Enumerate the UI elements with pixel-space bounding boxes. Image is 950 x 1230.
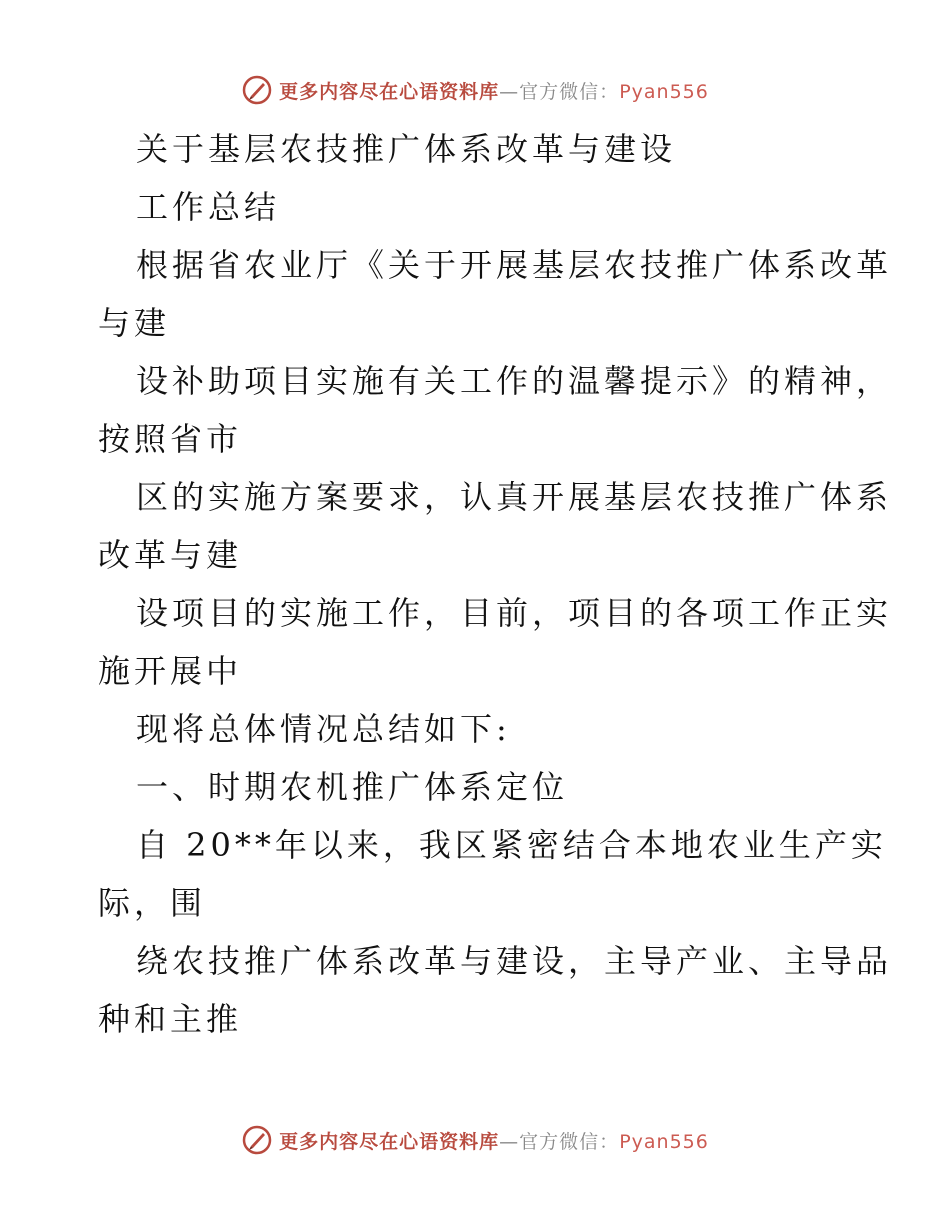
doc-line: 关于基层农技推广体系改革与建设 [136, 130, 677, 168]
header-watermark [0, 70, 950, 110]
document-body [98, 120, 893, 1048]
doc-line: 际，围 [98, 884, 207, 922]
doc-line: 现将总体情况总结如下: [136, 710, 511, 748]
watermark-wechat-id: Pyan556 [619, 1130, 709, 1153]
footer-watermark [0, 1120, 950, 1160]
doc-line: 与建 [98, 304, 171, 342]
doc-line: 区的实施方案要求，认真开展基层农技推广体系 [136, 478, 893, 516]
watermark-text [279, 1127, 709, 1154]
doc-line: 一、时期农机推广体系定位 [136, 768, 569, 806]
watermark-dash: — [499, 1130, 520, 1153]
doc-line: 改革与建 [98, 536, 243, 574]
doc-line: 设补助项目实施有关工作的温馨提示》的精神， [136, 362, 893, 400]
doc-line: 根据省农业厅《关于开展基层农技推广体系改革 [136, 246, 893, 284]
doc-line: 绕农技推广体系改革与建设，主导产业、主导品 [136, 942, 893, 980]
pen-logo-icon [241, 1124, 273, 1156]
watermark-wechat-id: Pyan556 [619, 80, 709, 103]
watermark-official: 官方微信： [519, 80, 620, 103]
watermark-text [279, 77, 709, 104]
pen-logo-icon [241, 74, 273, 106]
watermark-lead: 更多内容尽在心语资料库 [279, 1130, 500, 1153]
doc-line: 按照省市 [98, 420, 243, 458]
doc-line: 施开展中 [98, 652, 243, 690]
doc-line: 种和主推 [98, 1000, 243, 1038]
doc-line: 设项目的实施工作，目前，项目的各项工作正实 [136, 594, 893, 632]
watermark-dash: — [499, 80, 520, 103]
doc-line: 工作总结 [136, 188, 281, 226]
watermark-lead: 更多内容尽在心语资料库 [279, 80, 500, 103]
watermark-official: 官方微信： [519, 1130, 620, 1153]
doc-line: 自 20**年以来，我区紧密结合本地农业生产实 [136, 826, 887, 864]
